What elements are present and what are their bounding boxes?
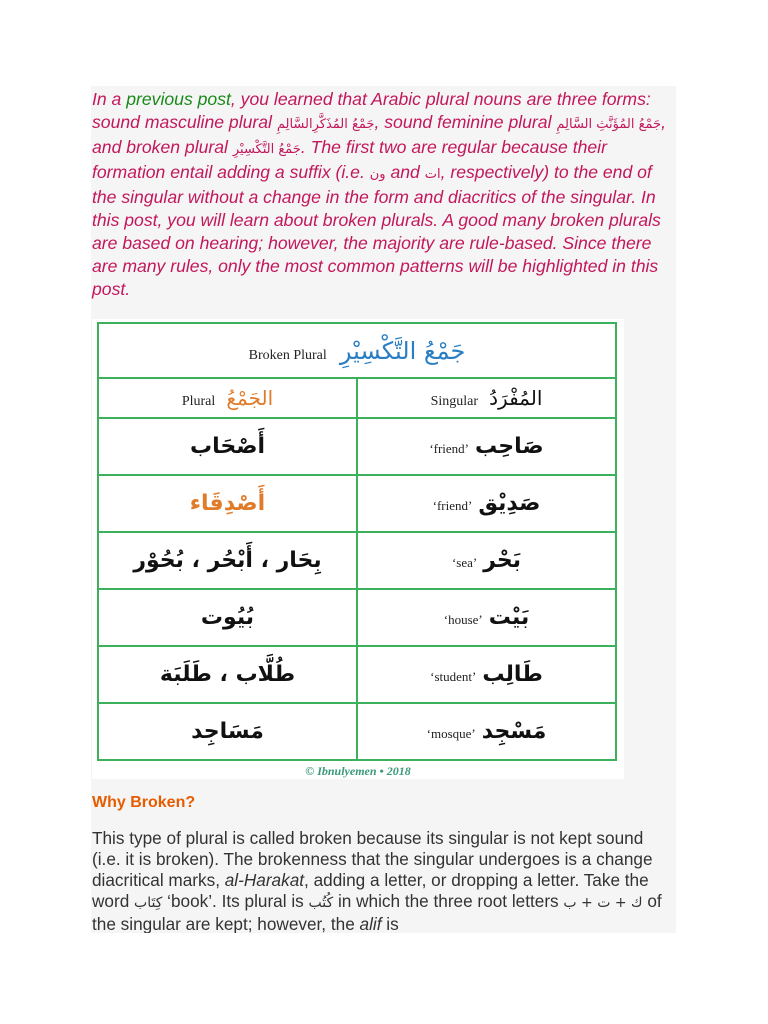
sound-feminine-plural-arabic: جَمْعُ المُؤَنَّثِ السَّالِمِ [556,117,662,132]
body-text: This type of plural is called broken because its singular is not kept sound (i.e. it is broken). The brokenness that the singular undergoes is a change diacritical marks, [92,828,653,890]
gloss: ‘sea’ [451,555,478,570]
gloss: ‘mosque’ [426,726,476,741]
intro-text: and [385,162,425,182]
body-text: is [381,914,399,933]
body-text: of the singular are kept; however, the [92,891,662,933]
singular-cell [357,589,616,646]
plural-word: أَصْدِقَاء [189,491,266,516]
table-row [98,418,616,475]
broken-plural-table [97,322,617,761]
table-column-header-row [98,378,616,418]
document-page [91,86,676,933]
previous-post-link[interactable]: previous post [126,89,231,109]
singular-header-arabic: المُفْرَدُ [489,386,543,410]
singular-word: بَحْر [483,548,522,573]
broken-plural-figure [92,319,624,779]
plural-column-header [98,378,357,418]
gloss: ‘friend’ [429,441,470,456]
intro-text: , respectively) to the end of the singular without a change in the form and diacritics of the singular. In this post, you will learn about broken plurals. A good many broken plurals are based on hearing; however, the majority are rule-based. Since there are many rules, only the most common patterns will be highlighted in this post. [92,162,661,299]
body-paragraph [92,828,676,933]
singular-word: بَيْت [488,605,530,630]
copyright-caption: © Ibnulyemen • 2018 [305,764,411,778]
intro-text: , sound feminine plural [374,112,557,132]
table-row [98,532,616,589]
singular-cell [357,475,616,532]
gloss: ‘friend’ [432,498,473,513]
body-text: , adding a letter, or dropping a letter. Take the word [92,870,649,911]
plural-header-arabic: الجَمْعُ [226,386,274,410]
singular-word: صَدِيْق [478,491,541,516]
intro-paragraph [92,88,676,301]
table-title-english: Broken Plural [248,347,327,363]
singular-word: مَسْجِد [481,719,547,744]
table-title-row [98,323,616,378]
singular-cell [357,646,616,703]
gloss: ‘student’ [430,669,477,684]
table-row [98,703,616,760]
plural-cell [98,418,357,475]
intro-text: , and broken plural [92,112,666,157]
plural-word: مَسَاجِد [191,719,264,744]
singular-word: طَالِب [482,662,543,687]
plural-word: طُلَّاب ، طَلَبَة [159,662,296,687]
arabic-root-letters: ك + ت + ب [563,895,643,911]
body-italic: alif [359,914,382,933]
arabic-word-book: كِتَاب [134,895,163,911]
plural-cell [98,589,357,646]
sound-masculine-plural-arabic: جَمْعُ المُذَكَّرِالسَّالِمِ [276,117,375,132]
singular-cell [357,532,616,589]
body-italic: al-Harakat [224,870,305,890]
plural-cell [98,475,357,532]
singular-cell [357,703,616,760]
plural-cell [98,646,357,703]
broken-plural-arabic: جَمْعُ التَّكْسِيْرِ [232,142,301,157]
singular-word: صَاحِب [475,434,544,459]
plural-word: أَصْحَاب [189,434,266,459]
plural-cell [98,532,357,589]
gloss: ‘house’ [443,612,483,627]
singular-header-english: Singular [430,394,479,409]
table-row [98,589,616,646]
suffix-masculine: ون [369,167,386,182]
arabic-word-books: كُتُب [308,895,334,911]
plural-header-english: Plural [181,394,216,409]
singular-cell [357,418,616,475]
intro-text: . The first two are regular because their formation entail adding a suffix (i.e. [92,137,607,182]
table-title-arabic: جَمْعُ التَّكْسِيْرِ [339,336,466,365]
body-text: ‘book’. Its plural is [162,891,309,911]
section-heading: Why Broken? [92,794,196,811]
intro-text: In a [92,89,127,109]
plural-word: بُيُوت [200,605,255,630]
suffix-feminine: ات [424,167,441,182]
table-row [98,475,616,532]
table-title-cell [98,323,616,378]
intro-text: , you learned that Arabic plural nouns are three forms: sound masculine plural [92,89,651,132]
plural-word: بِحَار ، أَبْحُر ، بُحُوْر [133,548,322,573]
body-text: in which the three root letters [333,891,564,911]
plural-cell [98,703,357,760]
singular-column-header [357,378,616,418]
table-row [98,646,616,703]
